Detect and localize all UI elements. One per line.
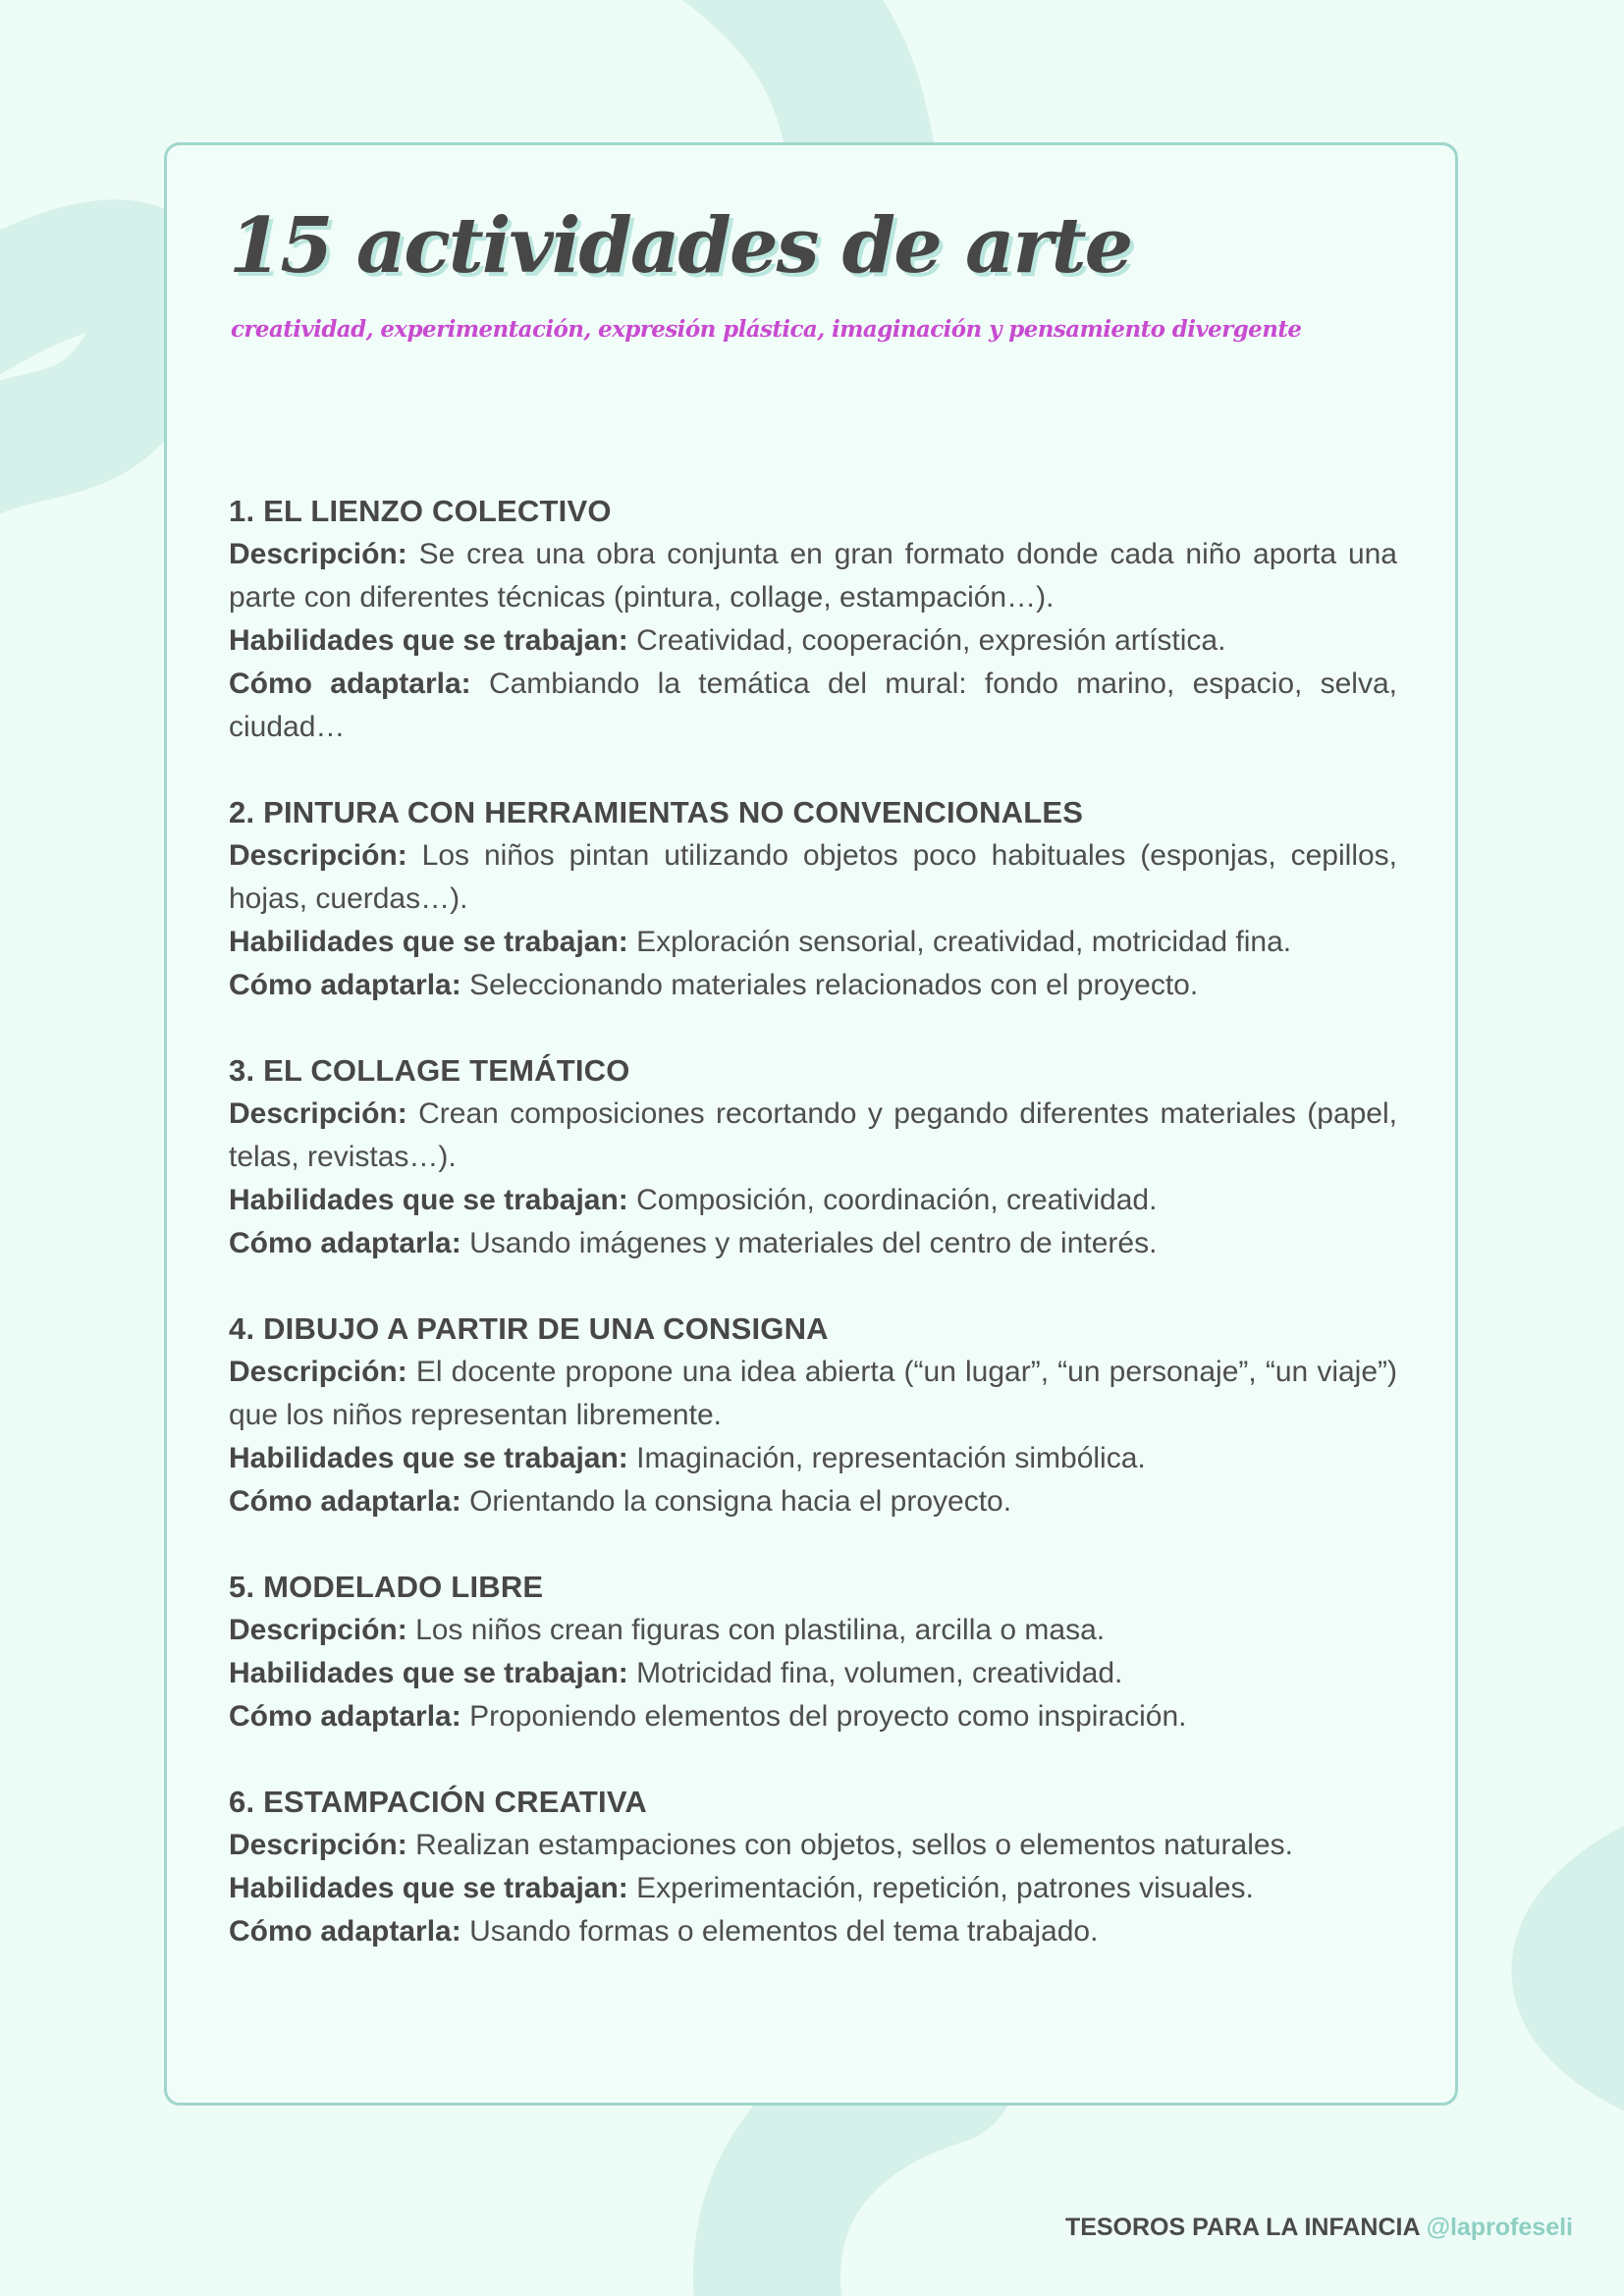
description-label: Descripción: bbox=[229, 1097, 407, 1130]
activity-skills bbox=[229, 1179, 1397, 1222]
description-label: Descripción: bbox=[229, 1614, 407, 1646]
description-text: Los niños pintan utilizando objetos poco habituales (esponjas, cepillos, hojas, cuerdas…). bbox=[229, 839, 1397, 915]
activity-title: 2. PINTURA CON HERRAMIENTAS NO CONVENCIONALES bbox=[229, 795, 1084, 829]
skills-label: Habilidades que se trabajan: bbox=[229, 1872, 628, 1904]
activity-list bbox=[229, 490, 1397, 1996]
adapt-label: Cómo adaptarla: bbox=[229, 1485, 461, 1518]
page-title: 15 actividades de arte bbox=[229, 201, 1132, 291]
activity-title: 6. ESTAMPACIÓN CREATIVA bbox=[229, 1785, 647, 1819]
activity-adapt bbox=[229, 663, 1397, 749]
skills-text: Creatividad, cooperación, expresión artística. bbox=[636, 624, 1226, 657]
skills-text: Motricidad fina, volumen, creatividad. bbox=[636, 1657, 1123, 1689]
activity-item bbox=[229, 1566, 1397, 1738]
adapt-text: Usando formas o elementos del tema trabajado. bbox=[469, 1915, 1099, 1948]
adapt-text: Proponiendo elementos del proyecto como inspiración. bbox=[469, 1700, 1187, 1733]
activity-title: 5. MODELADO LIBRE bbox=[229, 1570, 544, 1604]
activity-skills bbox=[229, 921, 1397, 964]
activity-adapt bbox=[229, 1480, 1397, 1523]
activity-item bbox=[229, 1049, 1397, 1265]
activity-item bbox=[229, 1308, 1397, 1523]
description-label: Descripción: bbox=[229, 839, 407, 872]
skills-label: Habilidades que se trabajan: bbox=[229, 1657, 628, 1689]
activity-adapt bbox=[229, 1695, 1397, 1738]
adapt-label: Cómo adaptarla: bbox=[229, 667, 471, 700]
adapt-label: Cómo adaptarla: bbox=[229, 1227, 461, 1259]
skills-text: Imaginación, representación simbólica. bbox=[636, 1442, 1146, 1474]
skills-text: Exploración sensorial, creatividad, motricidad fina. bbox=[636, 926, 1292, 958]
activity-description bbox=[229, 1824, 1397, 1867]
description-label: Descripción: bbox=[229, 538, 407, 570]
activity-description bbox=[229, 533, 1397, 619]
footer-handle: @laprofeseli bbox=[1426, 2214, 1573, 2241]
activity-item bbox=[229, 1781, 1397, 1953]
activity-title: 4. DIBUJO A PARTIR DE UNA CONSIGNA bbox=[229, 1311, 829, 1346]
activity-adapt bbox=[229, 1222, 1397, 1265]
adapt-text: Seleccionando materiales relacionados con el proyecto. bbox=[469, 969, 1199, 1001]
skills-label: Habilidades que se trabajan: bbox=[229, 624, 628, 657]
activity-description bbox=[229, 1093, 1397, 1179]
activity-description bbox=[229, 834, 1397, 921]
activity-item bbox=[229, 791, 1397, 1007]
skills-text: Experimentación, repetición, patrones visuales. bbox=[636, 1872, 1254, 1904]
activity-skills bbox=[229, 1437, 1397, 1480]
description-label: Descripción: bbox=[229, 1356, 407, 1388]
skills-text: Composición, coordinación, creatividad. bbox=[636, 1184, 1158, 1216]
description-text: Se crea una obra conjunta en gran formato donde cada niño aporta una parte con diferentes técnicas (pintura, collage, estampación…). bbox=[229, 538, 1397, 614]
description-text: Realizan estampaciones con objetos, sellos o elementos naturales. bbox=[415, 1829, 1293, 1861]
description-text: Crean composiciones recortando y pegando diferentes materiales (papel, telas, revistas…). bbox=[229, 1097, 1397, 1173]
activity-title: 3. EL COLLAGE TEMÁTICO bbox=[229, 1053, 630, 1088]
adapt-label: Cómo adaptarla: bbox=[229, 1915, 461, 1948]
adapt-text: Orientando la consigna hacia el proyecto. bbox=[469, 1485, 1012, 1518]
skills-label: Habilidades que se trabajan: bbox=[229, 1184, 628, 1216]
activity-title: 1. EL LIENZO COLECTIVO bbox=[229, 494, 612, 528]
activity-description bbox=[229, 1609, 1397, 1652]
page-subtitle: creatividad, experimentación, expresión plástica, imaginación y pensamiento divergente bbox=[231, 316, 1302, 343]
description-label: Descripción: bbox=[229, 1829, 407, 1861]
activity-skills bbox=[229, 1652, 1397, 1695]
adapt-text: Usando imágenes y materiales del centro de interés. bbox=[469, 1227, 1158, 1259]
activity-skills bbox=[229, 1867, 1397, 1910]
skills-label: Habilidades que se trabajan: bbox=[229, 926, 628, 958]
adapt-label: Cómo adaptarla: bbox=[229, 969, 461, 1001]
activity-skills bbox=[229, 619, 1397, 663]
footer-brand: TESOROS PARA LA INFANCIA bbox=[1064, 2214, 1420, 2241]
activity-adapt bbox=[229, 1910, 1397, 1953]
activity-item bbox=[229, 490, 1397, 749]
footer bbox=[1065, 2214, 1573, 2242]
activity-description bbox=[229, 1351, 1397, 1437]
adapt-label: Cómo adaptarla: bbox=[229, 1700, 461, 1733]
wave-left-decoration bbox=[0, 263, 162, 461]
wave-right-decoration bbox=[1575, 1865, 1624, 2061]
description-text: El docente propone una idea abierta (“un lugar”, “un personaje”, “un viaje”) que los niños representan libremente. bbox=[229, 1356, 1397, 1431]
activity-adapt bbox=[229, 964, 1397, 1007]
skills-label: Habilidades que se trabajan: bbox=[229, 1442, 628, 1474]
adapt-text: Cambiando la temática del mural: fondo marino, espacio, selva, ciudad… bbox=[229, 667, 1397, 743]
description-text: Los niños crean figuras con plastilina, arcilla o masa. bbox=[415, 1614, 1106, 1646]
